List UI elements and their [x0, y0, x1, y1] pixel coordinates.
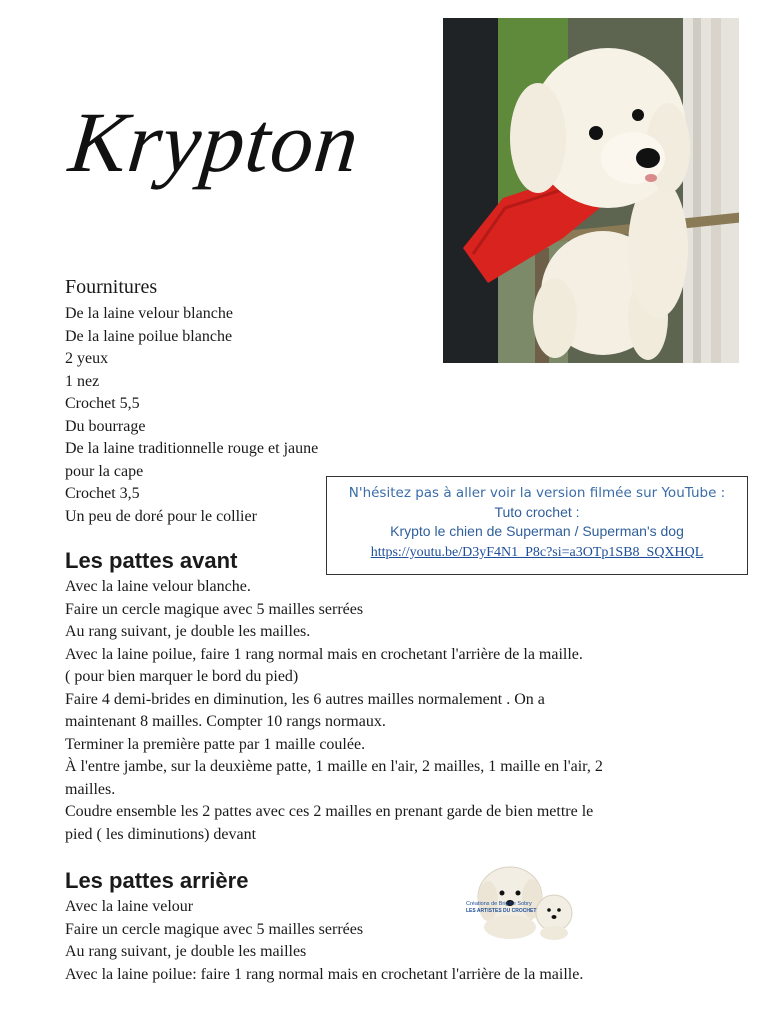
- youtube-invite-text: N'hésitez pas à aller voir la version filmée sur YouTube :: [348, 485, 726, 501]
- brand-logo: [462, 855, 582, 943]
- supply-item: Crochet 3,5: [65, 485, 140, 502]
- supply-item: Un peu de doré pour le collier: [65, 507, 257, 525]
- page-title: Krypton: [64, 94, 364, 190]
- dog-photo: [443, 18, 739, 363]
- instruction-line: mailles.: [65, 780, 116, 798]
- logo-text-2: LES ARTISTES DU CROCHET: [466, 908, 537, 914]
- supply-item: De la laine traditionnelle rouge et jaune: [65, 440, 319, 457]
- supply-item: De la laine poilue blanche: [65, 327, 233, 345]
- instruction-line: pied ( les diminutions) devant: [65, 825, 257, 843]
- back-legs-heading: Les pattes arrière: [65, 868, 249, 893]
- instruction-line: Faire un cercle magique avec 5 mailles serrées: [65, 920, 364, 938]
- dog-photo-illustration: [443, 18, 739, 363]
- instruction-line: Avec la laine poilue: faire 1 rang normal mais en crochetant l'arrière de la maille.: [65, 965, 584, 983]
- youtube-link[interactable]: https://youtu.be/D3yF4N1_P8c?si=a3OTp1SB8_SQXHQL: [370, 545, 704, 560]
- logo-dogs-icon: [462, 855, 582, 943]
- supplies-heading: Fournitures: [65, 276, 158, 298]
- instruction-line: Faire 4 demi-brides en diminution, les 6 autres mailles normalement . On a: [65, 690, 545, 708]
- instruction-line: ( pour bien marquer le bord du pied): [65, 668, 299, 685]
- instruction-line: Faire un cercle magique avec 5 mailles serrées: [65, 600, 364, 618]
- supply-item: 1 nez: [65, 372, 100, 390]
- video-title: Krypto le chien de Superman / Superman's dog: [390, 523, 684, 539]
- front-legs-heading: Les pattes avant: [65, 548, 238, 573]
- supply-item: De la laine velour blanche: [65, 305, 233, 322]
- instruction-line: À l'entre jambe, sur la deuxième patte, 1 maille en l'air, 2 mailles, 1 maille en l'air, 2: [65, 758, 603, 775]
- supply-item: pour la cape: [65, 462, 144, 480]
- instruction-line: maintenant 8 mailles. Compter 10 rangs normaux.: [65, 713, 386, 730]
- instruction-line: Au rang suivant, je double les mailles.: [65, 623, 311, 640]
- instruction-line: Coudre ensemble les 2 pattes avec ces 2 mailles en prenant garde de bien mettre le: [65, 803, 594, 820]
- instruction-line: Avec la laine poilue, faire 1 rang normal mais en crochetant l'arrière de la maille.: [65, 645, 583, 663]
- tutorial-label: Tuto crochet :: [494, 504, 580, 520]
- instruction-line: Avec la laine velour blanche.: [65, 578, 251, 595]
- back-legs-section: [65, 868, 745, 986]
- logo-text-1: Créations de Brigitte Sobry: [466, 901, 532, 907]
- instruction-line: Terminer la première patte par 1 maille coulée.: [65, 735, 366, 753]
- supply-item: 2 yeux: [65, 350, 109, 367]
- front-legs-section: [65, 548, 745, 846]
- supply-item: Crochet 5,5: [65, 395, 140, 412]
- instruction-line: Avec la laine velour: [65, 898, 194, 915]
- supply-item: Du bourrage: [65, 417, 146, 435]
- instruction-line: Au rang suivant, je double les mailles: [65, 943, 307, 960]
